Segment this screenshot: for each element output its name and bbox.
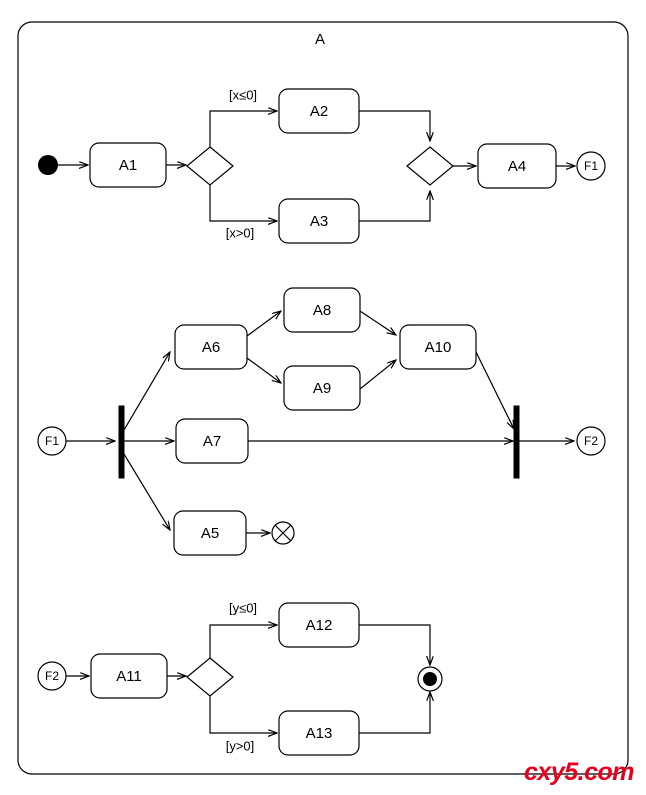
- activity-a13-label: A13: [305, 724, 333, 742]
- activity-a10-label: A10: [424, 338, 452, 356]
- activity-a1-label: A1: [118, 156, 138, 174]
- guard-label-x-le-0: [x≤0]: [228, 87, 258, 103]
- activity-a12-label: A12: [305, 616, 333, 634]
- activity-a2-label: A2: [309, 102, 329, 120]
- activity-a4-label: A4: [507, 157, 527, 175]
- page-title: A: [314, 30, 326, 48]
- connector-f2-target-label: F2: [44, 669, 60, 684]
- activity-a3-label: A3: [309, 212, 329, 230]
- flow-final-node: [272, 522, 294, 544]
- activity-a11-label: A11: [116, 667, 142, 685]
- initial-node: [38, 155, 58, 175]
- activity-a5-label: A5: [200, 524, 220, 542]
- guard-label-y-gt-0: [y>0]: [225, 738, 255, 754]
- guard-label-y-le-0: [y≤0]: [228, 600, 258, 616]
- fork-bar: [119, 406, 124, 478]
- activity-a8-label: A8: [312, 301, 332, 319]
- activity-a6-label: A6: [201, 338, 221, 356]
- connector-f1-target-label: F1: [44, 434, 60, 449]
- activity-a7-label: A7: [202, 432, 222, 450]
- guard-label-x-gt-0: [x>0]: [225, 225, 255, 241]
- connector-f2-source-label: F2: [583, 434, 599, 449]
- activity-a9-label: A9: [312, 379, 332, 397]
- final-node: [418, 667, 442, 691]
- watermark: cxy5.com: [524, 758, 634, 786]
- join-bar: [514, 406, 519, 478]
- connector-f1-source-label: F1: [583, 159, 599, 174]
